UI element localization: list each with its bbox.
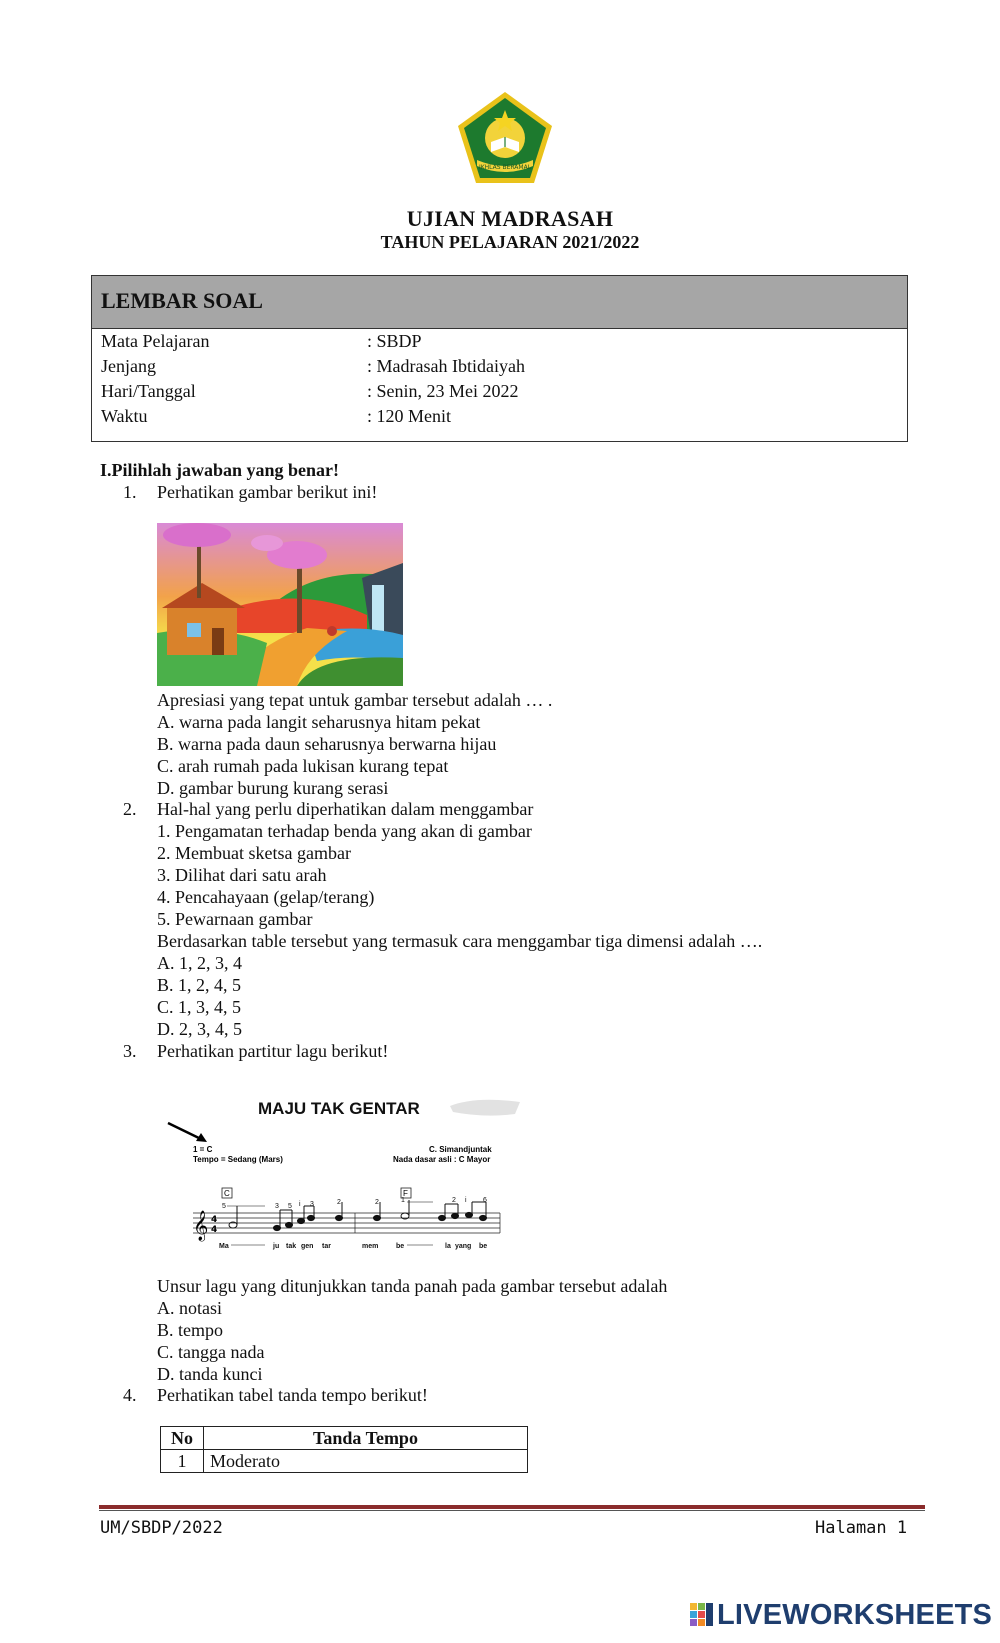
info-label-date: Hari/Tanggal <box>101 381 196 401</box>
score-base-note: Nada dasar asli : C Mayor <box>393 1155 491 1164</box>
music-score <box>165 1088 535 1254</box>
table-header-no: No <box>161 1427 204 1450</box>
q1-stem: Apresiasi yang tepat untuk gambar tersebut adalah … . <box>157 690 553 710</box>
table-header-tempo: Tanda Tempo <box>204 1427 528 1450</box>
table-header-row <box>161 1427 528 1450</box>
info-value-level: : Madrasah Ibtidaiyah <box>367 356 525 376</box>
kemenag-logo <box>455 90 555 186</box>
exam-info-box <box>91 275 908 442</box>
q2-option-d[interactable]: D. 2, 3, 4, 5 <box>157 1019 242 1039</box>
liveworksheets-text: LIVEWORKSHEETS <box>717 1598 993 1631</box>
svg-text:3: 3 <box>310 1201 314 1208</box>
q2-text: Hal-hal yang perlu diperhatikan dalam menggambar <box>157 799 534 819</box>
lyric-7: be <box>396 1243 405 1250</box>
liveworksheets-icon <box>690 1603 714 1627</box>
svg-text:2: 2 <box>452 1197 456 1204</box>
q1-option-a[interactable]: A. warna pada langit seharusnya hitam pekat <box>157 712 481 732</box>
lyric-2: ju <box>273 1243 280 1250</box>
svg-text:3: 3 <box>275 1203 279 1210</box>
q3-text: Perhatikan partitur lagu berikut! <box>157 1041 389 1061</box>
q2-item-2: 2. Membuat sketsa gambar <box>157 843 351 863</box>
footer-divider <box>99 1505 925 1509</box>
q3-option-c[interactable]: C. tangga nada <box>157 1342 265 1362</box>
q2-item-3: 3. Dilihat dari satu arah <box>157 865 327 885</box>
exam-title: UJIAN MADRASAH <box>406 206 614 231</box>
info-label-level: Jenjang <box>101 356 156 376</box>
q1-option-d[interactable]: D. gambar burung kurang serasi <box>157 778 389 798</box>
landscape-painting <box>157 523 403 686</box>
lyric-1: Ma <box>219 1243 229 1250</box>
svg-text:4: 4 <box>211 1225 218 1235</box>
q1-number: 1. <box>123 482 137 502</box>
svg-text:𝄞: 𝄞 <box>193 1211 209 1241</box>
q1-option-c[interactable]: C. arah rumah pada lukisan kurang tepat <box>157 756 449 776</box>
q2-option-c[interactable]: C. 1, 3, 4, 5 <box>157 997 242 1017</box>
lyric-6: mem <box>362 1243 379 1250</box>
svg-text:IKHLAS BERAMAL: IKHLAS BERAMAL <box>478 164 532 171</box>
score-tempo: Tempo = Sedang (Mars) <box>193 1155 283 1164</box>
lyric-9: yang <box>455 1243 472 1250</box>
lyric-10: be <box>479 1243 488 1250</box>
exam-info-header <box>92 276 907 329</box>
lyric-3: tak <box>286 1243 297 1250</box>
score-title: MAJU TAK GENTAR <box>258 1099 420 1118</box>
footer-code: UM/SBDP/2022 <box>100 1518 223 1538</box>
section-instruction: I.Pilihlah jawaban yang benar! <box>100 460 340 480</box>
chord-c: C <box>224 1189 230 1198</box>
svg-text:1: 1 <box>401 1197 405 1204</box>
table-row <box>161 1450 528 1473</box>
svg-text:2: 2 <box>375 1199 379 1206</box>
score-composer: C. Simandjuntak <box>429 1145 492 1154</box>
q2-option-b[interactable]: B. 1, 2, 4, 5 <box>157 975 242 995</box>
q2-item-1: 1. Pengamatan terhadap benda yang akan di gambar <box>157 821 532 841</box>
svg-text:i: i <box>299 1201 301 1208</box>
q2-item-5: 5. Pewarnaan gambar <box>157 909 313 929</box>
q3-stem: Unsur lagu yang ditunjukkan tanda panah pada gambar tersebut adalah <box>157 1276 668 1296</box>
info-value-date: : Senin, 23 Mei 2022 <box>367 381 519 401</box>
score-key: 1 = C <box>193 1145 213 1154</box>
svg-text:2: 2 <box>337 1199 341 1206</box>
q2-stem: Berdasarkan table tersebut yang termasuk cara menggambar tiga dimensi adalah …. <box>157 931 763 951</box>
info-value-time: : 120 Menit <box>367 406 451 426</box>
table-cell-no: 1 <box>161 1450 204 1473</box>
chord-f: F <box>403 1189 408 1198</box>
q4-text: Perhatikan tabel tanda tempo berikut! <box>157 1385 428 1405</box>
footer-page: Halaman 1 <box>815 1518 908 1538</box>
info-label-subject: Mata Pelajaran <box>101 331 210 351</box>
tempo-table <box>160 1426 528 1473</box>
q3-option-a[interactable]: A. notasi <box>157 1298 222 1318</box>
q1-text: Perhatikan gambar berikut ini! <box>157 482 378 502</box>
svg-text:4: 4 <box>211 1215 218 1225</box>
table-cell-tempo: Moderato <box>204 1450 528 1473</box>
q3-number: 3. <box>123 1041 137 1061</box>
lyric-8: la <box>445 1243 451 1250</box>
lyric-5: tar <box>322 1243 331 1250</box>
q1-option-b[interactable]: B. warna pada daun seharusnya berwarna hijau <box>157 734 497 754</box>
info-value-subject: : SBDP <box>367 331 422 351</box>
info-label-time: Waktu <box>101 406 148 426</box>
svg-text:6: 6 <box>483 1197 487 1204</box>
lyric-4: gen <box>301 1243 314 1250</box>
svg-text:5: 5 <box>222 1203 226 1210</box>
sheet-label: LEMBAR SOAL <box>101 288 263 313</box>
liveworksheets-logo[interactable] <box>690 1597 992 1633</box>
q2-item-4: 4. Pencahayaan (gelap/terang) <box>157 887 375 907</box>
q3-option-b[interactable]: B. tempo <box>157 1320 223 1340</box>
q2-option-a[interactable]: A. 1, 2, 3, 4 <box>157 953 242 973</box>
exam-year: TAHUN PELAJARAN 2021/2022 <box>380 232 640 252</box>
q4-number: 4. <box>123 1385 137 1405</box>
svg-text:i: i <box>465 1197 467 1204</box>
footer-divider-thin <box>99 1510 925 1511</box>
q3-option-d[interactable]: D. tanda kunci <box>157 1364 263 1384</box>
svg-text:5: 5 <box>288 1203 292 1210</box>
q2-number: 2. <box>123 799 137 819</box>
